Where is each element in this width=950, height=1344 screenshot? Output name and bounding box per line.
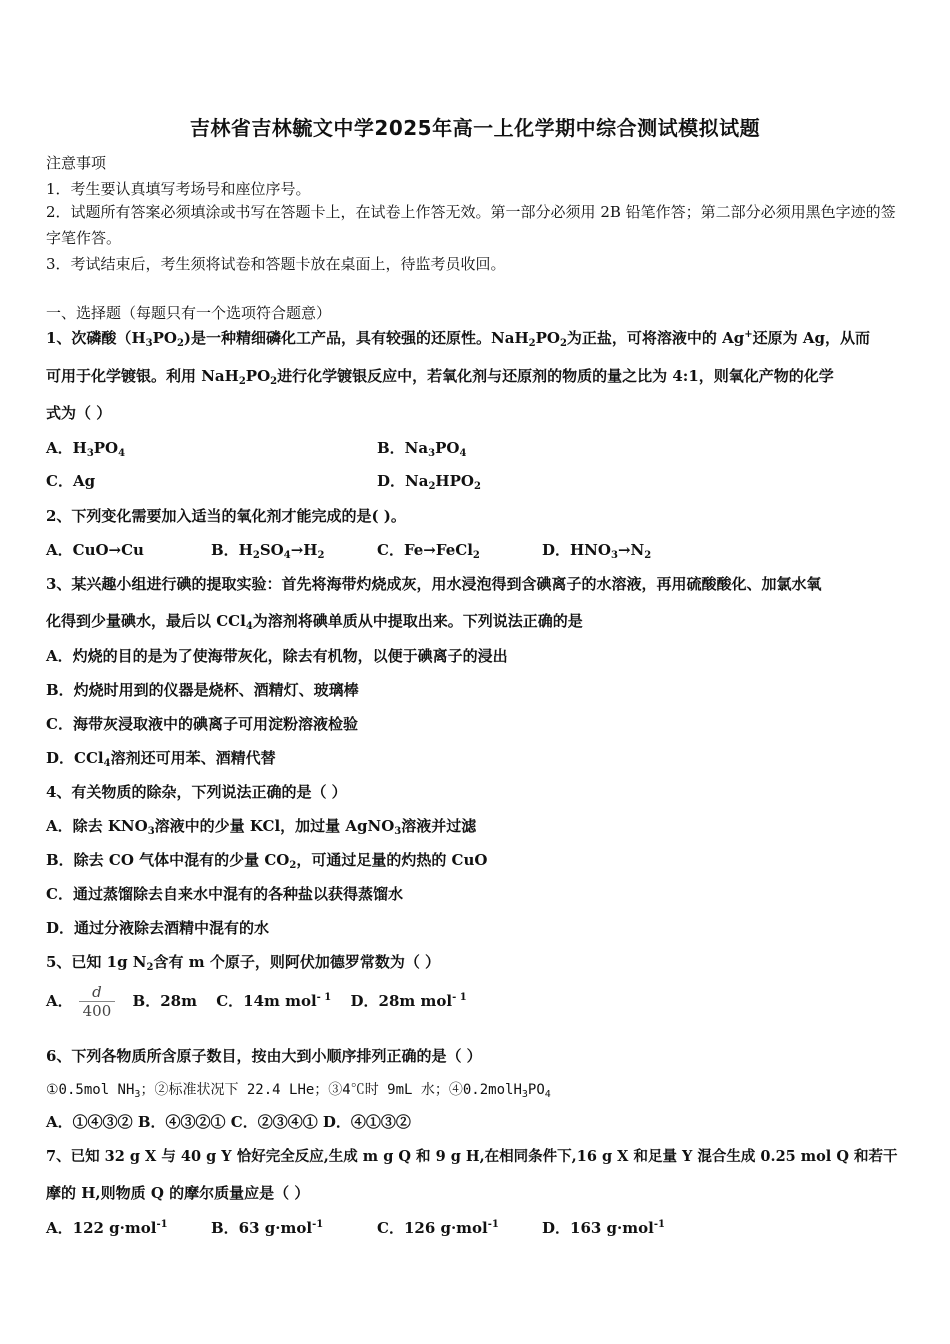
q6-options[interactable]: A．①④③② B．④③②① C．②③④① D．④①③②	[46, 1113, 411, 1131]
q5-option-a[interactable]: A． $\frac{d}{400}$	[46, 992, 121, 1010]
fraction: $\frac{d}{400}$	[79, 983, 116, 1020]
question-1-line-2: 可用于化学镀银。利用 $NaH_2PO_2$进行化学镀银反应中，若氧化剂与还原剂的物质的量之比为 4:1，则氧化产物的化学	[46, 367, 834, 387]
q5-options	[46, 983, 467, 1020]
q1-option-a[interactable]: A．$H_3PO_4$	[46, 439, 126, 459]
section-heading: 一、选择题（每题只有一个选项符合题意）	[46, 304, 332, 322]
notes-heading: 注意事项	[46, 154, 107, 172]
question-6-items: ①0.5mol $NH_3$；②标准状况下 22.4 LHe；③4℃时 9mL 水；$④0.2molH_3PO_4$	[46, 1082, 551, 1100]
question-4-stem: 4、有关物质的除杂，下列说法正确的是（ ）	[46, 783, 347, 801]
q4-option-a[interactable]: A．除去 $KNO_3$溶液中的少量 KCl，加过量 AgNO$_3$溶液并过滤	[46, 817, 477, 837]
q3-option-d[interactable]: D．CCl$_4$溶剂还可用苯、酒精代替	[46, 749, 276, 769]
question-1-line-1: 1、次磷酸$(H_3PO_2)$是一种精细磷化工产品，具有较强的还原性。$NaH_2PO_2$为正盐，可将溶液中的 Ag+还原为 Ag，从而	[46, 329, 871, 349]
q4-option-b[interactable]: B．除去 CO 气体中混有的少量 $CO_2$，可通过足量的灼热的 CuO	[46, 851, 488, 871]
question-3-line-1: 3、某兴趣小组进行碘的提取实验：首先将海带灼烧成灰，用水浸泡得到含碘离子的水溶液，再用硫酸酸化、加氯水氧	[46, 575, 822, 593]
q4-option-c[interactable]: C．通过蒸馏除去自来水中混有的各种盐以获得蒸馏水	[46, 885, 403, 903]
question-3-line-2: 化得到少量碘水，最后以 CCl$_4$为溶剂将碘单质从中提取出来。下列说法正确的是	[46, 612, 583, 632]
note-2: 2．试题所有答案必须填涂或书写在答题卡上，在试卷上作答无效。第一部分必须用 2B 铅笔作答；第二部分必须用黑色字迹的签字笔作答。	[46, 203, 896, 247]
q1-option-b[interactable]: B．$Na_3PO_4$	[377, 439, 467, 459]
q7-option-d[interactable]: D．163 g·mol$^{-1}$	[542, 1219, 665, 1237]
q2-option-a[interactable]: A．CuO→Cu	[46, 541, 144, 559]
q2-option-b[interactable]: B．$H_2SO_4\to H_2$	[211, 541, 325, 561]
q7-option-b[interactable]: B．63 g·mol$^{-1}$	[211, 1219, 324, 1237]
q7-option-a[interactable]: A．122 g·mol$^{-1}$	[46, 1219, 168, 1237]
question-7-line-1: 7、已知 32 g X 与 40 g Y 恰好完全反应,生成 m g Q 和 9 g H,在相同条件下,16 g X 和足量 Y 混合生成 0.25 mol Q 和若干	[46, 1148, 898, 1165]
q4-option-d[interactable]: D．通过分液除去酒精中混有的水	[46, 919, 270, 937]
note-3: 3．考试结束后，考生须将试卷和答题卡放在桌面上，待监考员收回。	[46, 255, 506, 273]
question-7-line-2: 摩的 H,则物质 Q 的摩尔质量应是（ ）	[46, 1184, 310, 1202]
q1-option-c[interactable]: C．Ag	[46, 472, 96, 490]
q5-option-c[interactable]: C．14m mol$^{- 1}$	[216, 991, 332, 1010]
q2-option-d[interactable]: D．$HNO_3\to N_2$	[542, 541, 652, 561]
q5-option-d[interactable]: D．28m mol$^{- 1}$	[350, 991, 467, 1010]
q1-option-d[interactable]: D．$Na_2HPO_2$	[377, 472, 481, 492]
q3-option-c[interactable]: C．海带灰浸取液中的碘离子可用淀粉溶液检验	[46, 715, 358, 733]
q3-option-a[interactable]: A．灼烧的目的是为了使海带灰化，除去有机物，以便于碘离子的浸出	[46, 647, 508, 665]
page-title: 吉林省吉林毓文中学2025年高一上化学期中综合测试模拟试题	[189, 116, 761, 140]
note-1: 1．考生要认真填写考场号和座位序号。	[46, 180, 311, 198]
q5-option-b[interactable]: B．28m	[132, 991, 197, 1010]
q3-option-b[interactable]: B．灼烧时用到的仪器是烧杯、酒精灯、玻璃棒	[46, 681, 359, 699]
question-6-stem: 6、下列各物质所含原子数目，按由大到小顺序排列正确的是（ ）	[46, 1047, 482, 1065]
q7-option-c[interactable]: C．126 g·mol$^{-1}$	[377, 1219, 499, 1237]
question-2-stem: 2、下列变化需要加入适当的氧化剂才能完成的是( )。	[46, 507, 406, 525]
question-5-stem: 5、已知 1g $N_2$含有 m 个原子，则阿伏加德罗常数为（ ）	[46, 953, 441, 973]
q2-option-c[interactable]: C．Fe→FeCl$_2$	[377, 541, 480, 561]
question-1-line-3: 式为（ ）	[46, 404, 112, 422]
